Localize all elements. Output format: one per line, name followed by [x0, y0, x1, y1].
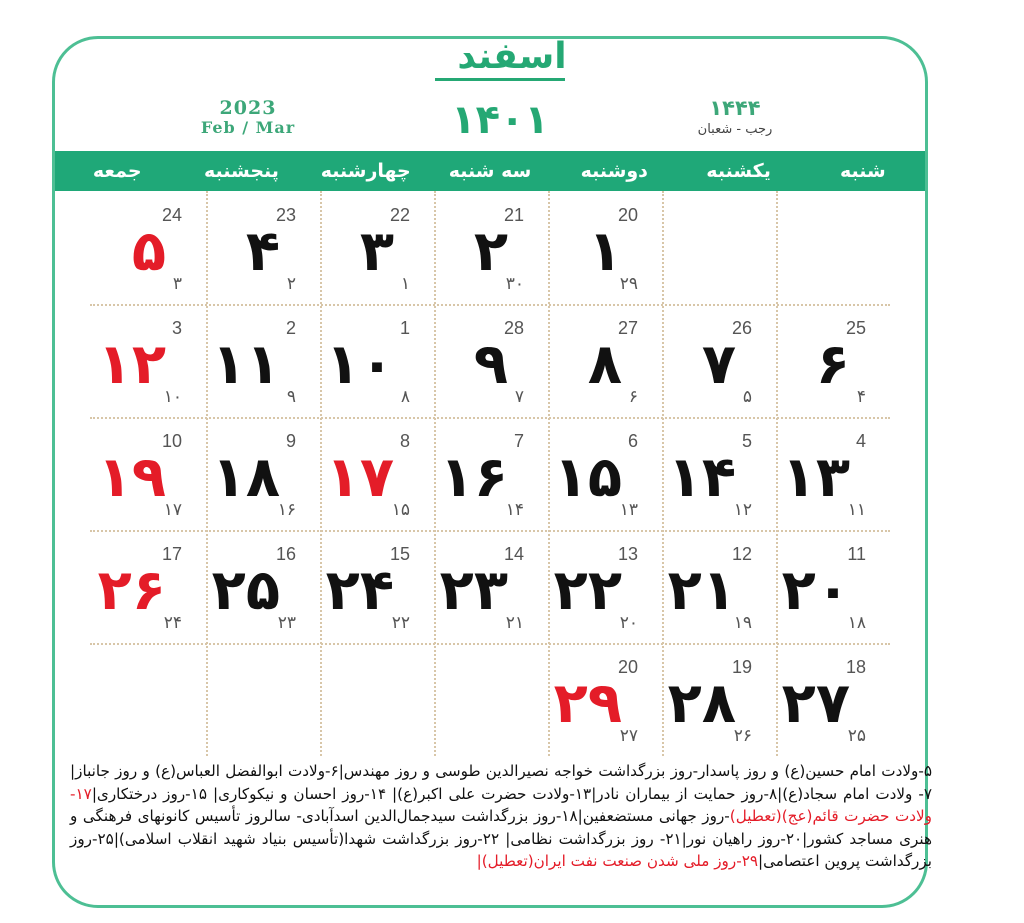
- gregorian-day: 24: [161, 205, 182, 225]
- gregorian-day: 3: [171, 318, 182, 338]
- gregorian-day: 5: [741, 431, 752, 451]
- day-cell[interactable]: [776, 304, 890, 417]
- gregorian-day: 4: [855, 431, 866, 451]
- day-cell[interactable]: [92, 304, 206, 417]
- gregorian-months: Feb / Mar: [200, 118, 296, 137]
- solar-day: ۲۳: [439, 558, 508, 623]
- hijri-months: رجب - شعبان: [697, 122, 773, 137]
- hijri-day: ۱۹: [733, 613, 752, 633]
- grid-divider: [90, 417, 890, 419]
- day-cell[interactable]: [548, 304, 662, 417]
- hijri-day: ۲۰: [619, 613, 638, 633]
- hijri-day: ۴: [856, 387, 866, 407]
- hijri-day: ۲۲: [391, 613, 410, 633]
- gregorian-day: 13: [617, 544, 638, 564]
- gregorian-day: 15: [389, 544, 410, 564]
- gregorian-day: 25: [845, 318, 866, 338]
- gregorian-day: 20: [617, 657, 638, 677]
- solar-day: ۱: [587, 219, 622, 284]
- solar-day: ۱۸: [211, 445, 280, 510]
- day-cell[interactable]: [206, 530, 320, 643]
- hijri-day: ۸: [400, 387, 410, 407]
- hijri-day: ۲۵: [847, 726, 866, 746]
- day-cell[interactable]: [548, 417, 662, 530]
- gregorian-day: 22: [389, 205, 410, 225]
- day-cell[interactable]: [434, 191, 548, 304]
- gregorian-day: 14: [503, 544, 524, 564]
- solar-day: ۲۴: [325, 558, 394, 623]
- grid-divider: [90, 304, 890, 306]
- gregorian-day: 21: [503, 205, 524, 225]
- gregorian-day: 18: [845, 657, 866, 677]
- day-cell[interactable]: [548, 643, 662, 756]
- solar-day: ۲۹: [553, 671, 622, 736]
- solar-day: ۱۷: [325, 445, 394, 510]
- note-segment: ۵-ولادت امام حسین(ع) و روز پاسدار-روز بزرگداشت خواجه نصیرالدین طوسی و روز مهندس|۶-ولادت ابوالفضل العباس(ع) و روز جانباز| ۷- ولادت امام سجاد(ع)|۸-روز حمایت از بیماران نادر|۱۳-ولادت حضرت علی اکبر(ع)| ۱۴-روز احسان و نیکوکاری| ۱۵-روز درختکاری|: [70, 762, 933, 803]
- hijri-day: ۱۸: [847, 613, 866, 633]
- solar-day: ۲۰: [781, 558, 850, 623]
- gregorian-day: 12: [731, 544, 752, 564]
- day-cell[interactable]: [434, 417, 548, 530]
- hijri-day: ۶: [628, 387, 638, 407]
- hijri-day: ۲: [286, 274, 296, 294]
- solar-day: ۱۰: [325, 332, 394, 397]
- solar-day: ۲۷: [781, 671, 850, 736]
- day-cell[interactable]: [206, 417, 320, 530]
- gregorian-day: 10: [161, 431, 182, 451]
- hijri-day: ۱۷: [163, 500, 182, 520]
- day-cell[interactable]: [434, 304, 548, 417]
- weekday-label: سه شنبه: [448, 160, 532, 182]
- hijri-day: ۱۵: [391, 500, 410, 520]
- day-cell[interactable]: [320, 530, 434, 643]
- solar-day: ۱۴: [667, 445, 736, 510]
- day-cell[interactable]: [92, 191, 206, 304]
- day-cell[interactable]: [320, 304, 434, 417]
- hijri-day: ۷: [514, 387, 524, 407]
- day-cell[interactable]: [320, 417, 434, 530]
- day-cell[interactable]: [662, 304, 776, 417]
- solar-day: ۱۶: [439, 445, 508, 510]
- hijri-day: ۲۹: [619, 274, 638, 294]
- solar-day: ۱۱: [211, 332, 280, 397]
- solar-day: ۶: [815, 332, 850, 397]
- gregorian-day: 16: [275, 544, 296, 564]
- hijri-day: ۱۴: [505, 500, 524, 520]
- weekday-label: شنبه: [840, 160, 886, 182]
- solar-day: ۱۳: [781, 445, 850, 510]
- gregorian-header: [178, 98, 318, 138]
- gregorian-day: 27: [617, 318, 638, 338]
- hijri-day: ۱: [400, 274, 410, 294]
- solar-day: ۲۵: [211, 558, 280, 623]
- gregorian-day: 19: [731, 657, 752, 677]
- hijri-day: ۱۲: [733, 500, 752, 520]
- calendar-grid: [90, 191, 890, 756]
- events-notes: [70, 760, 932, 873]
- day-cell[interactable]: [206, 304, 320, 417]
- weekday-label: یکشنبه: [706, 160, 771, 182]
- hijri-day: ۳: [172, 274, 182, 294]
- gregorian-day: 23: [275, 205, 296, 225]
- gregorian-day: 9: [285, 431, 296, 451]
- day-cell[interactable]: [776, 417, 890, 530]
- note-segment: ۱۷-ولادت حضرت قائم(عج)(تعطیل): [70, 784, 932, 825]
- day-cell[interactable]: [206, 191, 320, 304]
- gregorian-day: 6: [627, 431, 638, 451]
- day-cell[interactable]: [92, 417, 206, 530]
- hijri-day: ۲۴: [163, 613, 182, 633]
- hijri-day: ۲۳: [277, 613, 296, 633]
- solar-day: ۱۵: [553, 445, 622, 510]
- solar-day: ۳: [359, 219, 394, 284]
- weekday-header: [55, 151, 925, 191]
- hijri-day: ۹: [286, 387, 296, 407]
- solar-day: ۲۸: [667, 671, 736, 736]
- solar-day: ۴: [245, 219, 280, 284]
- hijri-day: ۱۳: [619, 500, 638, 520]
- hijri-day: ۲۷: [619, 726, 638, 746]
- hijri-day: ۲۶: [733, 726, 752, 746]
- weekday-label: پنجشنبه: [203, 160, 279, 182]
- day-cell[interactable]: [662, 530, 776, 643]
- gregorian-day: 1: [399, 318, 410, 338]
- month-title: اسفند: [457, 36, 567, 77]
- solar-day: ۲: [473, 219, 508, 284]
- hijri-day: ۱۰: [163, 387, 182, 407]
- month-underline: [435, 78, 565, 81]
- grid-divider: [776, 191, 778, 756]
- solar-day: ۲۶: [97, 558, 166, 623]
- day-cell[interactable]: [662, 643, 776, 756]
- gregorian-day: 17: [161, 544, 182, 564]
- weekday-label: جمعه: [92, 160, 142, 182]
- hijri-header: [690, 97, 780, 141]
- day-cell[interactable]: [548, 191, 662, 304]
- solar-year: ۱۴۰۱: [451, 97, 549, 143]
- gregorian-day: 2: [285, 318, 296, 338]
- grid-divider: [206, 191, 208, 756]
- grid-divider: [320, 191, 322, 756]
- note-segment: -روز جهانی مستضعفین|۱۸-روز بزرگداشت سیدجمال‌الدین اسدآبادی- سالروز تأسیس کانونهای فرهنگی و هنری مساجد کشور|۲۰-روز راهیان نور|۲۱- روز بزرگداشت نظامی| ۲۲-روز بزرگداشت شهدا(تأسیس بنیاد شهید انقلاب اسلامی)|۲۵-روز بزرگداشت پروین اعتصامی|: [70, 807, 933, 870]
- hijri-day: ۲۱: [505, 613, 524, 633]
- gregorian-year: 2023: [219, 97, 277, 119]
- weekday-label: دوشنبه: [580, 160, 648, 182]
- solar-day: ۱۲: [97, 332, 166, 397]
- grid-divider: [90, 643, 890, 645]
- day-cell[interactable]: [776, 530, 890, 643]
- solar-day: ۲۲: [553, 558, 622, 623]
- solar-day: ۵: [131, 219, 166, 284]
- day-cell[interactable]: [92, 530, 206, 643]
- hijri-year: ۱۴۴۴: [709, 96, 761, 120]
- solar-day: ۱۹: [97, 445, 166, 510]
- gregorian-day: 7: [513, 431, 524, 451]
- gregorian-day: 26: [731, 318, 752, 338]
- solar-day: ۲۱: [667, 558, 736, 623]
- hijri-day: ۵: [742, 387, 752, 407]
- grid-divider: [434, 191, 436, 756]
- grid-divider: [548, 191, 550, 756]
- day-cell[interactable]: [548, 530, 662, 643]
- hijri-day: ۱۱: [847, 500, 866, 520]
- hijri-day: ۱۶: [277, 500, 296, 520]
- gregorian-day: 20: [617, 205, 638, 225]
- gregorian-day: 11: [847, 544, 866, 564]
- solar-day: ۹: [473, 332, 508, 397]
- day-cell[interactable]: [434, 530, 548, 643]
- grid-divider: [90, 530, 890, 532]
- solar-day: ۸: [587, 332, 622, 397]
- gregorian-day: 8: [399, 431, 410, 451]
- day-cell[interactable]: [320, 191, 434, 304]
- day-cell[interactable]: [662, 417, 776, 530]
- hijri-day: ۳۰: [505, 274, 524, 294]
- day-cell[interactable]: [776, 643, 890, 756]
- weekday-label: چهارشنبه: [320, 160, 411, 182]
- grid-divider: [662, 191, 664, 756]
- note-segment: ۲۹-روز ملی شدن صنعت نفت ایران(تعطیل)|: [476, 852, 759, 870]
- gregorian-day: 28: [503, 318, 524, 338]
- solar-day: ۷: [701, 332, 736, 397]
